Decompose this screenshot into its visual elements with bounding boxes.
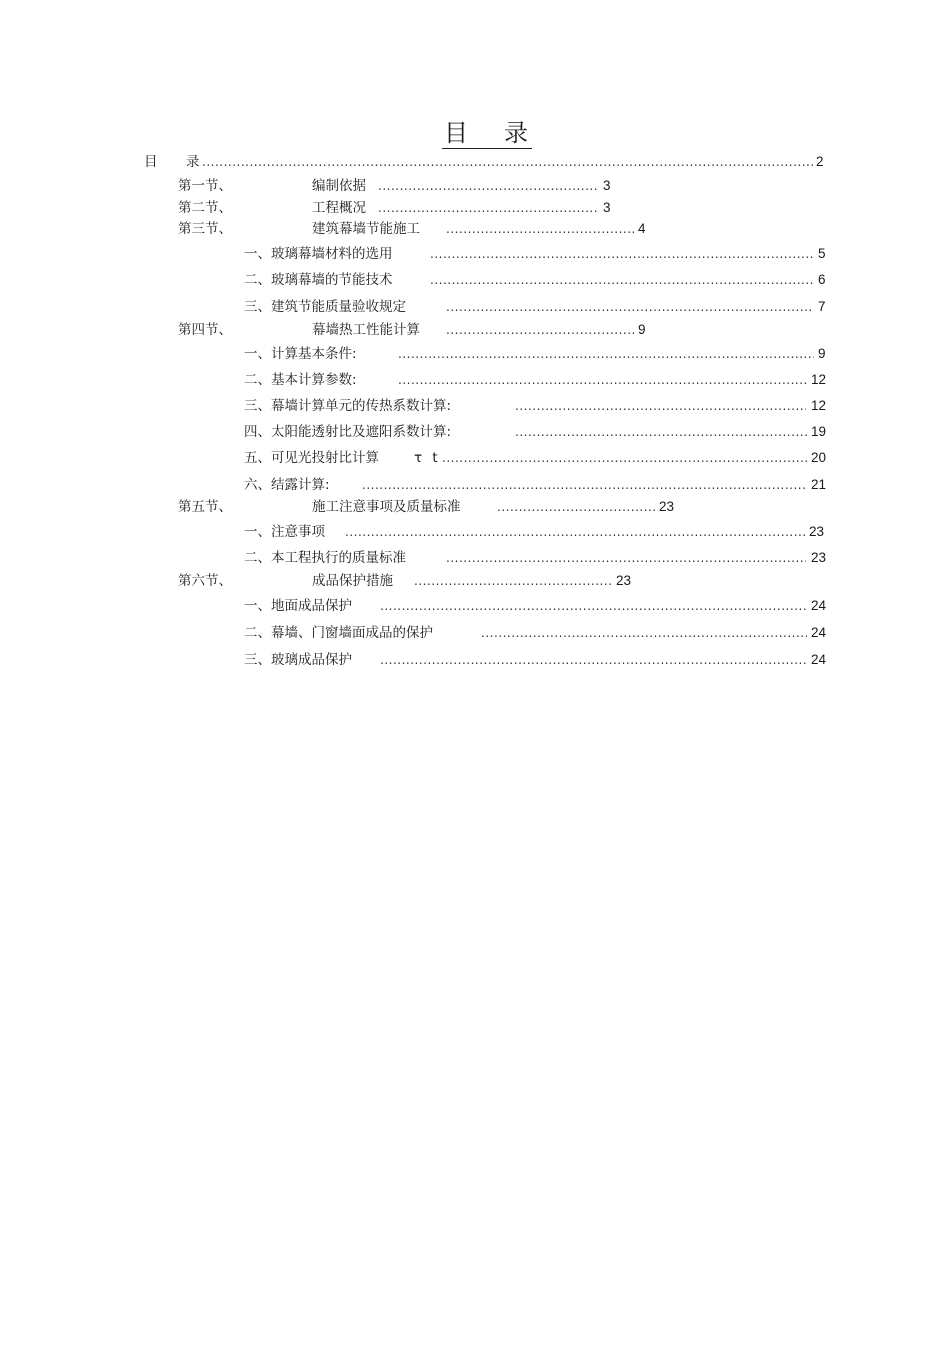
page-number: 24 — [811, 652, 827, 667]
tau-symbol: τ t — [414, 450, 438, 466]
leader-dots — [398, 344, 814, 364]
toc-subsection-4-5[interactable] — [0, 448, 950, 468]
leader-dots — [446, 320, 634, 340]
leader-dots — [515, 422, 807, 442]
page-number: 2 — [816, 154, 824, 169]
page-number: 6 — [818, 272, 826, 287]
section-title: 编制依据 — [312, 178, 366, 194]
leader-dots — [398, 370, 806, 390]
toc-subsection-3-1[interactable] — [0, 244, 950, 264]
toc-section-3[interactable] — [0, 219, 950, 239]
toc-section-4[interactable] — [0, 320, 950, 340]
title-char-1: 目 — [444, 119, 468, 147]
document-title — [442, 118, 532, 149]
page-number: 3 — [603, 200, 611, 215]
subsection-title: 五、可见光投射比计算 — [244, 450, 379, 466]
toc-subsection-6-3[interactable] — [0, 650, 950, 670]
toc-subsection-3-3[interactable] — [0, 297, 950, 317]
subsection-title: 一、地面成品保护 — [244, 598, 352, 614]
subsection-title: 二、本工程执行的质量标准 — [244, 550, 406, 566]
leader-dots — [378, 198, 599, 218]
toc-subsection-4-1[interactable] — [0, 344, 950, 364]
toc-subsection-5-2[interactable] — [0, 548, 950, 568]
subsection-title: 三、建筑节能质量验收规定 — [244, 299, 406, 315]
toc-section-5[interactable] — [0, 497, 950, 517]
section-title: 工程概况 — [312, 200, 366, 216]
page-number: 24 — [811, 598, 827, 613]
leader-dots — [378, 176, 599, 196]
page-number: 7 — [818, 299, 826, 314]
leader-dots — [414, 571, 612, 591]
page-number: 23 — [659, 499, 675, 514]
toc-entry-char-2: 录 — [186, 154, 200, 170]
toc-subsection-6-2[interactable] — [0, 623, 950, 643]
toc-subsection-4-2[interactable] — [0, 370, 950, 390]
section-number: 第四节、 — [178, 322, 232, 338]
title-char-2: 录 — [504, 119, 528, 147]
toc-entry-mulu[interactable] — [0, 152, 950, 172]
leader-dots — [446, 219, 634, 239]
page-number: 3 — [603, 178, 611, 193]
leader-dots — [202, 152, 813, 172]
page-number: 23 — [809, 524, 825, 539]
section-number: 第三节、 — [178, 221, 232, 237]
page-number: 24 — [811, 625, 827, 640]
toc-section-1[interactable] — [0, 176, 950, 196]
section-number: 第一节、 — [178, 178, 232, 194]
section-number: 第五节、 — [178, 499, 232, 515]
leader-dots — [481, 623, 807, 643]
subsection-title: 三、玻璃成品保护 — [244, 652, 352, 668]
toc-section-6[interactable] — [0, 571, 950, 591]
toc-subsection-4-3[interactable] — [0, 396, 950, 416]
leader-dots — [380, 596, 806, 616]
toc-subsection-5-1[interactable] — [0, 522, 950, 542]
subsection-title: 六、结露计算: — [244, 477, 330, 493]
page-number: 9 — [818, 346, 826, 361]
toc-subsection-4-4[interactable] — [0, 422, 950, 442]
leader-dots — [430, 244, 814, 264]
subsection-title: 四、太阳能透射比及遮阳系数计算: — [244, 424, 452, 440]
leader-dots — [446, 548, 806, 568]
page-number: 23 — [811, 550, 827, 565]
page-number: 9 — [638, 322, 646, 337]
toc-subsection-4-6[interactable] — [0, 475, 950, 495]
leader-dots — [430, 270, 814, 290]
leader-dots — [446, 297, 814, 317]
section-number: 第二节、 — [178, 200, 232, 216]
subsection-title: 三、幕墙计算单元的传热系数计算: — [244, 398, 452, 414]
page-number: 23 — [616, 573, 632, 588]
leader-dots — [497, 497, 655, 517]
toc-subsection-6-1[interactable] — [0, 596, 950, 616]
subsection-title: 二、幕墙、门窗墙面成品的保护 — [244, 625, 433, 641]
toc-subsection-3-2[interactable] — [0, 270, 950, 290]
section-title: 施工注意事项及质量标准 — [312, 499, 461, 515]
section-title: 成品保护措施 — [312, 573, 393, 589]
toc-entry-char-1: 目 — [144, 154, 158, 170]
page-number: 12 — [811, 398, 827, 413]
leader-dots — [515, 396, 806, 416]
section-number: 第六节、 — [178, 573, 232, 589]
subsection-title: 二、基本计算参数: — [244, 372, 357, 388]
page-number: 21 — [811, 477, 827, 492]
subsection-title: 一、玻璃幕墙材料的选用 — [244, 246, 393, 262]
section-title: 建筑幕墙节能施工 — [312, 221, 420, 237]
subsection-title: 二、玻璃幕墙的节能技术 — [244, 272, 393, 288]
section-title: 幕墙热工性能计算 — [312, 322, 420, 338]
leader-dots — [380, 650, 806, 670]
leader-dots — [442, 448, 807, 468]
subsection-title: 一、计算基本条件: — [244, 346, 357, 362]
page-number: 20 — [811, 450, 827, 465]
toc-section-2[interactable] — [0, 198, 950, 218]
subsection-title: 一、注意事项 — [244, 524, 325, 540]
leader-dots — [362, 475, 807, 495]
page-number: 5 — [818, 246, 826, 261]
leader-dots — [345, 522, 805, 542]
page-number: 12 — [811, 372, 827, 387]
page-number: 19 — [811, 424, 827, 439]
page-number: 4 — [638, 221, 646, 236]
